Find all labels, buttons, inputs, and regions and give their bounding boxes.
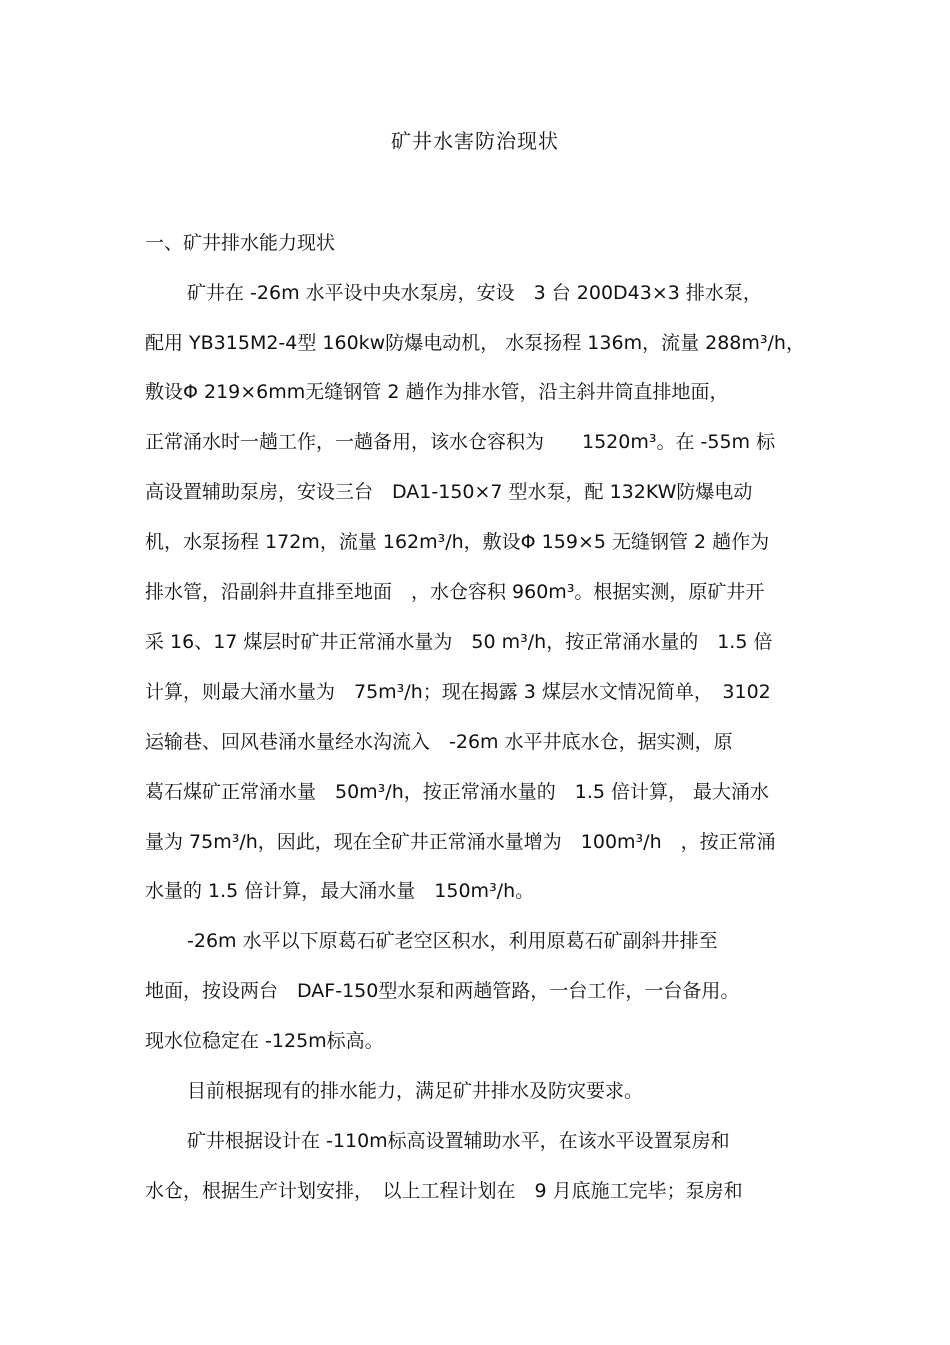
paragraph-line: 地面，按设两台 DAF-150型水泵和两趟管路，一台工作，一台备用。 <box>145 980 740 1002</box>
paragraph-line: -26m 水平以下原葛石矿老空区积水，利用原葛石矿副斜井排至 <box>187 930 718 952</box>
paragraph-line: 机，水泵扬程 172m，流量 162m³/h，敷设Φ 159×5 无缝钢管 2 趟作为 <box>145 531 770 553</box>
paragraph-line: 采 16、17 煤层时矿井正常涌水量为 50 m³/h，按正常涌水量的 1.5 倍 <box>145 631 773 653</box>
paragraph-line: 排水管，沿副斜井直排至地面 ，水仓容积 960m³。根据实测，原矿井开 <box>145 581 765 603</box>
paragraph-line: 敷设Φ 219×6mm无缝钢管 2 趟作为排水管，沿主斜井筒直排地面， <box>145 381 729 403</box>
paragraph-line: 葛石煤矿正常涌水量 50m³/h，按正常涌水量的 1.5 倍计算， 最大涌水 <box>145 781 770 803</box>
paragraph-line: 量为 75m³/h，因此，现在全矿井正常涌水量增为 100m³/h ，按正常涌 <box>145 831 776 853</box>
paragraph-line: 矿井根据设计在 -110m标高设置辅助水平，在该水平设置泵房和 <box>187 1130 730 1152</box>
paragraph-line: 运输巷、回风巷涌水量经水沟流入 -26m 水平井底水仓，据实测，原 <box>145 731 733 753</box>
paragraph-line: 矿井在 -26m 水平设中央水泵房，安设 3 台 200D43×3 排水泵， <box>187 282 762 304</box>
section-heading: 一、矿井排水能力现状 <box>145 232 336 254</box>
paragraph-line: 现水位稳定在 -125m标高。 <box>145 1030 384 1052</box>
paragraph-line: 水量的 1.5 倍计算，最大涌水量 150m³/h。 <box>145 880 535 902</box>
paragraph-line: 配用 YB315M2-4型 160kw防爆电动机， 水泵扬程 136m，流量 288m³/h， <box>145 332 805 354</box>
paragraph-line: 正常涌水时一趟工作，一趟备用，该水仓容积为 1520m³。在 -55m 标 <box>145 431 776 453</box>
paragraph-line: 目前根据现有的排水能力，满足矿井排水及防灾要求。 <box>187 1080 644 1102</box>
document-title: 矿井水害防治现状 <box>391 129 559 153</box>
paragraph-line: 水仓，根据生产计划安排， 以上工程计划在 9 月底施工完毕；泵房和 <box>145 1180 743 1202</box>
paragraph-line: 计算，则最大涌水量为 75m³/h；现在揭露 3 煤层水文情况简单， 3102 <box>145 681 771 703</box>
paragraph-line: 高设置辅助泵房，安设三台 DA1-150×7 型水泵，配 132KW防爆电动 <box>145 481 753 503</box>
